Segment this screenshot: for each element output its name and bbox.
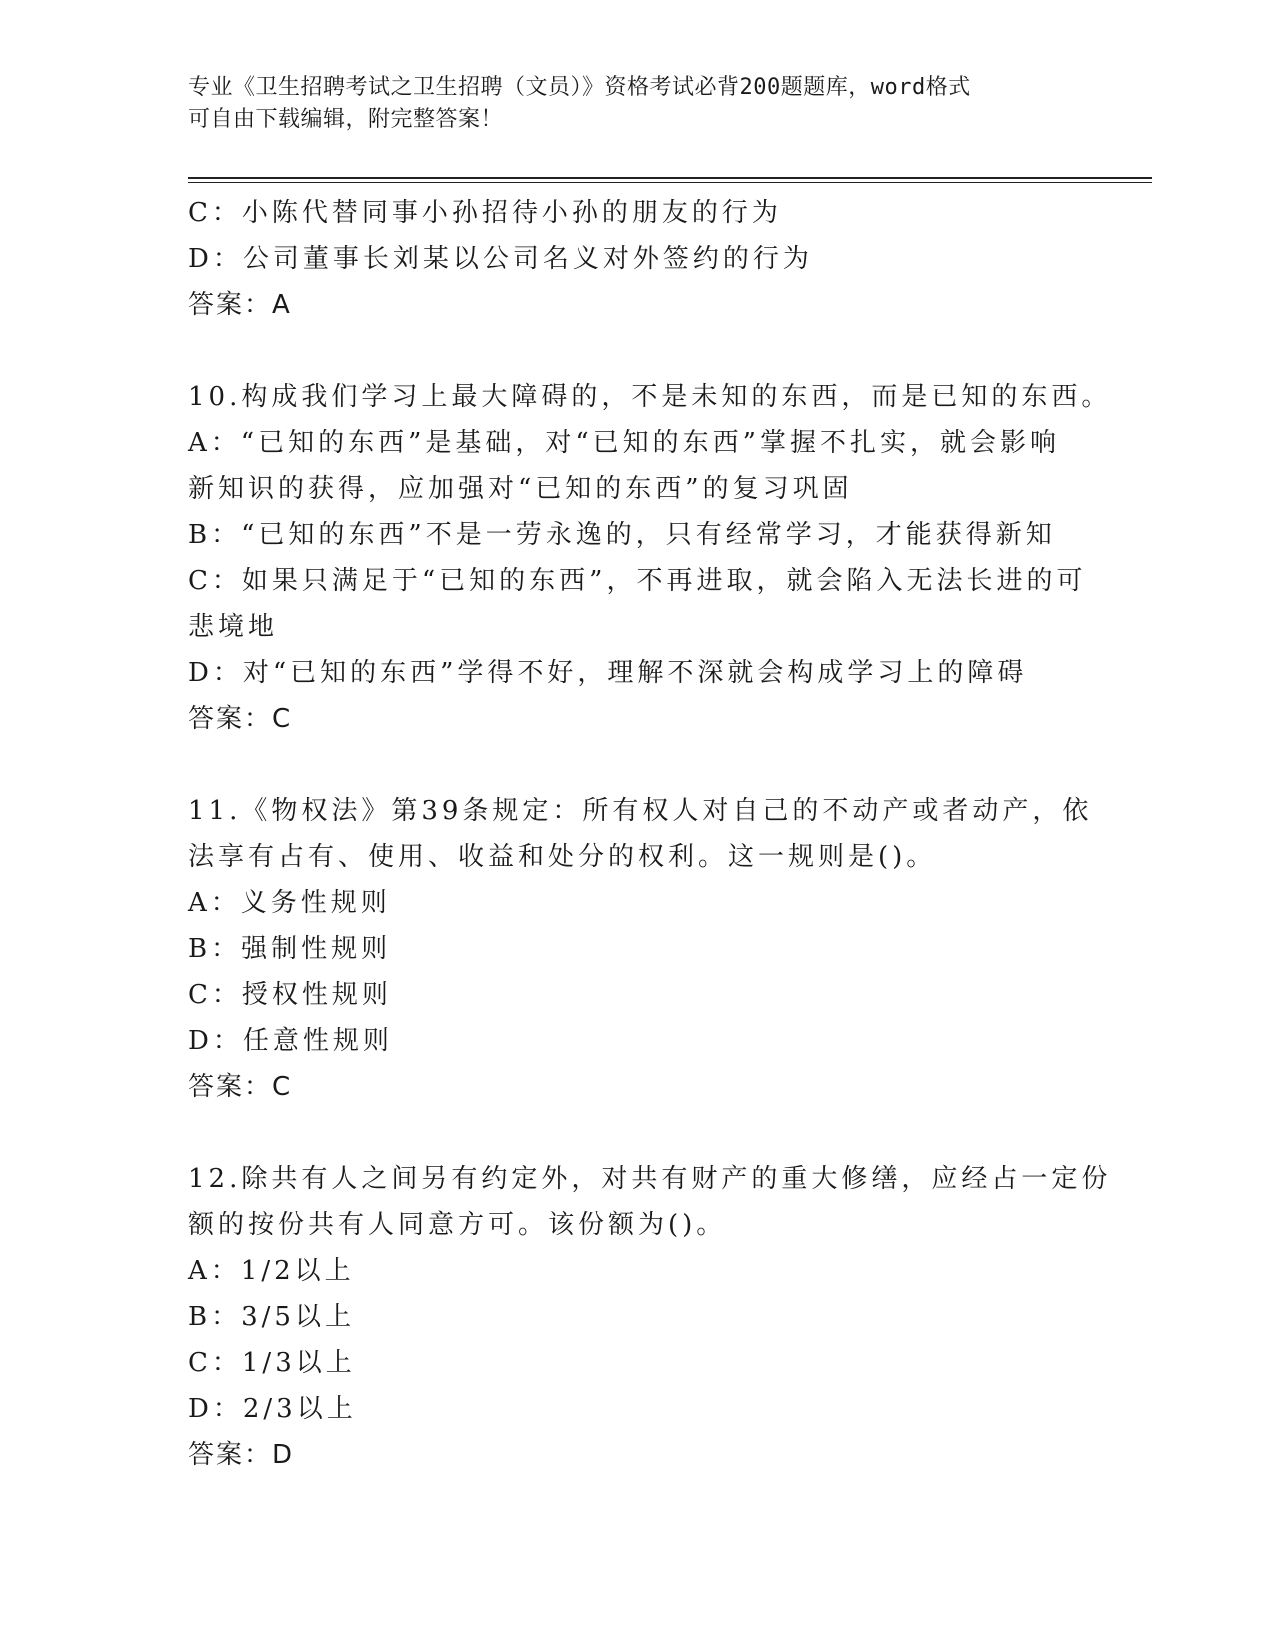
spacer — [188, 328, 1088, 374]
q11-answer: 答案：C — [188, 1072, 293, 1102]
question-10 — [188, 374, 1112, 742]
q10-answer: 答案：C — [188, 704, 293, 734]
q11-option-b: B：强制性规则 — [188, 934, 392, 964]
q12-option-b: B：3/5以上 — [188, 1302, 355, 1332]
q12-stem-line-1: 12.除共有人之间另有约定外，对共有财产的重大修缮，应经占一定份 — [188, 1164, 1112, 1194]
q11-stem-line-1: 11.《物权法》第39条规定：所有权人对自己的不动产或者动产，依 — [188, 796, 1093, 826]
spacer — [188, 742, 1088, 788]
q9-answer: 答案：A — [188, 290, 292, 320]
q12-option-c: C：1/3以上 — [188, 1348, 356, 1378]
q12-option-a: A：1/2以上 — [188, 1256, 355, 1286]
header-divider — [188, 177, 1152, 183]
q10-option-d: D：对“已知的东西”学得不好，理解不深就会构成学习上的障碍 — [188, 658, 1028, 688]
q11-option-c: C：授权性规则 — [188, 980, 392, 1010]
question-12 — [188, 1156, 1112, 1478]
q12-answer: 答案：D — [188, 1440, 295, 1470]
question-9-continued — [188, 190, 1088, 328]
header-title-line-2: 可自由下载编辑，附完整答案！ — [188, 107, 504, 132]
spacer — [188, 1110, 1088, 1156]
q11-option-a: A：义务性规则 — [188, 888, 391, 918]
q11-stem-line-2: 法享有占有、使用、收益和处分的权利。这一规则是()。 — [188, 842, 937, 872]
question-11 — [188, 788, 1093, 1110]
q10-option-c-line-2: 悲境地 — [188, 612, 279, 642]
q10-stem: 10.构成我们学习上最大障碍的，不是未知的东西，而是已知的东西。 — [188, 382, 1112, 412]
q9-option-c: C：小陈代替同事小孙招待小孙的朋友的行为 — [188, 198, 782, 228]
page-header — [188, 72, 1088, 136]
q11-option-d: D：任意性规则 — [188, 1026, 393, 1056]
q10-option-c-line-1: C：如果只满足于“已知的东西”，不再进取，就会陷入无法长进的可 — [188, 566, 1087, 596]
q10-option-a-line-2: 新知识的获得，应加强对“已知的东西”的复习巩固 — [188, 474, 853, 504]
q12-option-d: D：2/3以上 — [188, 1394, 357, 1424]
question-content — [188, 190, 1112, 1478]
header-title-line-1: 专业《卫生招聘考试之卫生招聘（文员）》资格考试必背200题题库，word格式 — [188, 75, 971, 100]
q10-option-b: B：“已知的东西”不是一劳永逸的，只有经常学习，才能获得新知 — [188, 520, 1056, 550]
q10-option-a-line-1: A：“已知的东西”是基础，对“已知的东西”掌握不扎实，就会影响 — [188, 428, 1060, 458]
q12-stem-line-2: 额的按份共有人同意方可。该份额为()。 — [188, 1210, 727, 1240]
q9-option-d: D：公司董事长刘某以公司名义对外签约的行为 — [188, 244, 813, 274]
